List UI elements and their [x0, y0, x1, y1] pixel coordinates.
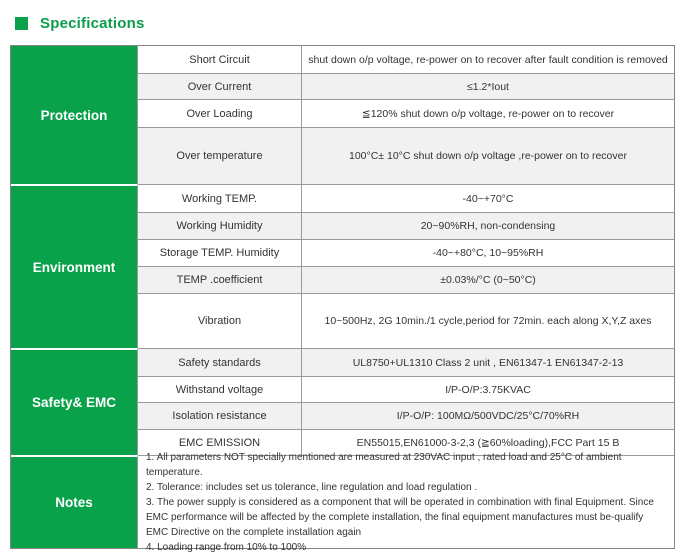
section-environment-label: Environment — [11, 184, 138, 348]
row-value: -40~+80°C, 10~95%RH — [432, 247, 544, 259]
table-row — [138, 185, 674, 212]
note-line: 2. Tolerance: includes set us tolerance, line regulation and load regulation . — [146, 482, 478, 493]
table-row — [138, 127, 674, 184]
row-label: Over temperature — [138, 128, 302, 184]
section-environment-rows — [138, 184, 674, 348]
section-safety-emc — [11, 348, 674, 455]
row-label: Over Loading — [138, 100, 302, 127]
table-row — [138, 452, 674, 553]
table-row — [138, 376, 674, 402]
row-label: Vibration — [138, 294, 302, 348]
row-label: Over Current — [138, 74, 302, 99]
row-label: Safety standards — [138, 349, 302, 376]
table-row — [138, 99, 674, 127]
row-label: Working Humidity — [138, 213, 302, 239]
table-row — [138, 293, 674, 348]
table-row — [138, 212, 674, 239]
row-label: TEMP .coefficient — [138, 267, 302, 293]
note-line: 1. All parameters NOT specially mentioned are measured at 230VAC input , rated load and 25°C of ambient temperature. — [146, 452, 622, 478]
row-value: -40~+70°C — [462, 192, 514, 205]
page-title: Specifications — [40, 14, 145, 32]
notes-text — [138, 452, 674, 553]
row-value: 100°C± 10°C shut down o/p voltage ,re-power on to recover — [349, 150, 627, 162]
table-row — [138, 402, 674, 429]
section-safety-emc-label: Safety& EMC — [11, 348, 138, 455]
row-value: 10~500Hz, 2G 10min./1 cycle,period for 72min. each along X,Y,Z axes — [324, 315, 652, 327]
page-header — [0, 0, 683, 36]
row-value: ≦120% shut down o/p voltage, re-power on to recover — [361, 107, 615, 120]
row-value: ≤1.2*Iout — [467, 80, 509, 93]
row-label: Working TEMP. — [138, 185, 302, 212]
table-row — [138, 73, 674, 99]
table-row — [138, 349, 674, 376]
table-row — [138, 266, 674, 293]
bullet-square-icon — [15, 17, 28, 30]
section-notes-rows — [138, 452, 674, 553]
row-value: shut down o/p voltage, re-power on to recover after fault condition is removed — [308, 53, 668, 66]
section-notes — [11, 452, 674, 553]
section-protection — [11, 46, 674, 184]
section-protection-label: Protection — [11, 46, 138, 184]
table-row — [138, 239, 674, 266]
row-label: EMC EMISSION — [138, 430, 302, 455]
note-line: 3. The power supply is considered as a component that will be operated in combination with final Equipment. Since EMC performance will be affected by the complete installation, the final equipment manufactures must be-qualify EMC Directive on the complete installation again — [146, 497, 654, 538]
row-value: I/P-O/P: 100MΩ/500VDC/25°C/70%RH — [396, 410, 580, 422]
section-notes-label: Notes — [11, 455, 138, 548]
table-row — [138, 46, 674, 73]
specifications-table — [10, 45, 675, 553]
section-safety-emc-rows — [138, 348, 674, 455]
section-protection-rows — [138, 46, 674, 184]
row-value: EN55015,EN61000-3-2,3 (≧60%loading),FCC Part 15 B — [356, 436, 620, 449]
row-value: ±0.03%/°C (0~50°C) — [440, 274, 536, 286]
row-label: Short Circuit — [138, 46, 302, 73]
note-line: 4. Loading range from 10% to 100% — [146, 542, 307, 553]
row-label: Storage TEMP. Humidity — [138, 240, 302, 266]
row-label: Isolation resistance — [138, 403, 302, 429]
section-environment — [11, 184, 674, 348]
row-value: I/P-O/P:3.75KVAC — [445, 383, 531, 396]
row-value: 20~90%RH, non-condensing — [420, 220, 556, 232]
row-label: Withstand voltage — [138, 377, 302, 402]
row-value: UL8750+UL1310 Class 2 unit , EN61347-1 EN61347-2-13 — [352, 356, 624, 369]
